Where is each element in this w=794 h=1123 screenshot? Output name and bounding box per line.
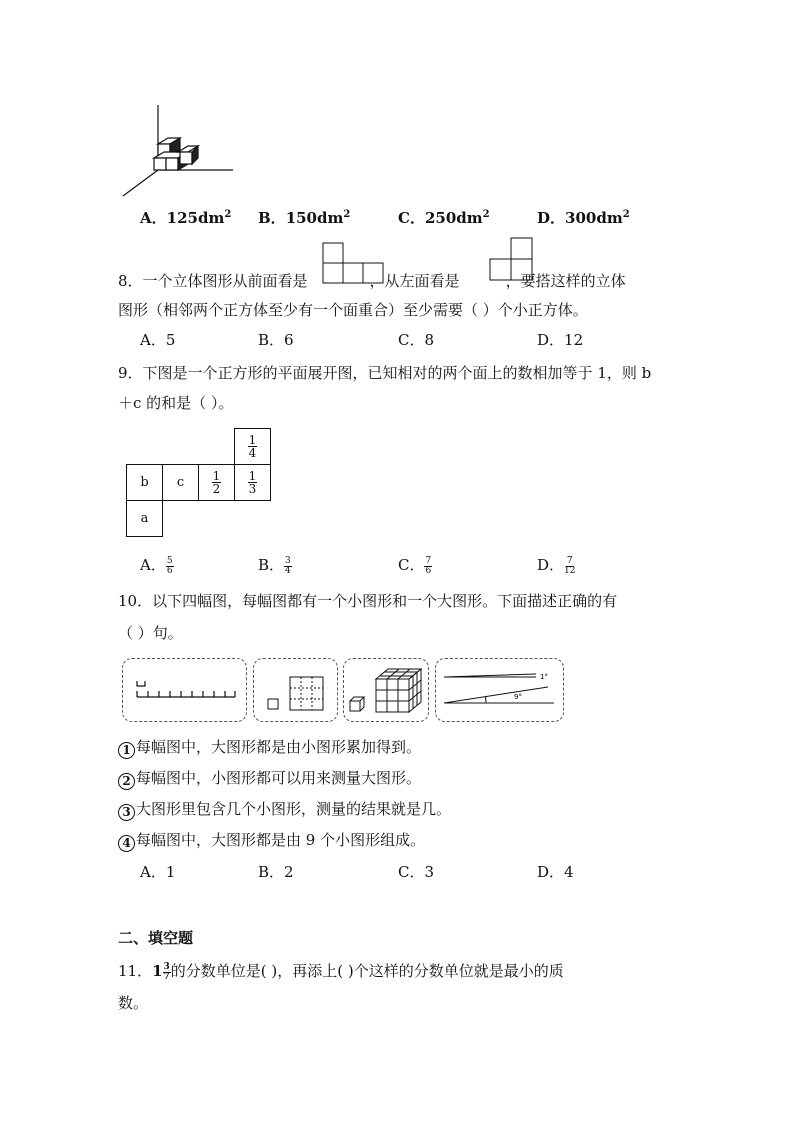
panel-angle <box>435 658 564 722</box>
q7-option-c: C．$250dm^2$ <box>398 209 490 227</box>
q10-statement-3: 3 大图形里包含几个小图形，测量的结果就是几。 <box>118 798 451 821</box>
q10-statement-2: 2 每幅图中，小图形都可以用来测量大图形。 <box>118 767 421 790</box>
panel-area <box>253 658 338 722</box>
angle-label-big: 9° <box>514 693 522 701</box>
q8-option-b: B．6 <box>258 331 294 349</box>
volume-cube-figure <box>344 659 428 721</box>
panel-volume <box>343 658 429 722</box>
q9-option-c: C． $\frac{7}{6}$ <box>398 555 432 576</box>
q11-line1: 11．1 $\frac{3}{7}$ 的分数单位是( )，再添上( )个这样的分数单位就是最小的质 <box>118 961 564 982</box>
angle-label-small: 1° <box>540 673 548 681</box>
q7-option-d: D．$300dm^2$ <box>537 209 630 227</box>
net-face-third: $\frac{1}{3}$ <box>235 465 271 501</box>
q9-option-b: B． $\frac{3}{4}$ <box>258 555 291 576</box>
section-title: 二、填空题 <box>118 929 194 947</box>
q10-statement-4: 4 每幅图中，大图形都是由 9 个小图形组成。 <box>118 829 425 852</box>
net-face-c: c <box>163 465 199 501</box>
left-view-figure <box>489 237 535 283</box>
q10-option-a: A．1 <box>140 863 176 881</box>
area-grid-figure <box>254 659 337 721</box>
net-face-quarter: $\frac{1}{4}$ <box>235 429 271 465</box>
q8-option-d: D．12 <box>537 331 584 349</box>
q10-line1: 10．以下四幅图，每幅图都有一个小图形和一个大图形。下面描述正确的有 <box>118 592 618 610</box>
angle-figure <box>436 659 563 721</box>
q8-option-a: A．5 <box>140 331 176 349</box>
ruler-figure <box>123 659 246 721</box>
q10-option-b: B．2 <box>258 863 294 881</box>
q9-option-d: D． $\frac{7}{12}$ <box>537 555 576 576</box>
q8-line2: 图形（相邻两个正方体至少有一个面重合）至少需要（ ）个小正方体。 <box>118 301 588 319</box>
q11-line2: 数。 <box>118 994 149 1012</box>
net-face-a: a <box>127 501 163 537</box>
q7-option-a: A．$125dm^2$ <box>140 209 232 227</box>
q10-line2: （ ）句。 <box>118 624 183 642</box>
q10-option-c: C．3 <box>398 863 435 881</box>
q8-option-c: C．8 <box>398 331 435 349</box>
panel-length <box>122 658 247 722</box>
q10-option-d: D．4 <box>537 863 574 881</box>
q10-statement-1: 1 每幅图中，大图形都是由小图形累加得到。 <box>118 736 421 759</box>
cube-stack-figure <box>118 100 243 200</box>
q9-option-a: A． $\frac{5}{6}$ <box>140 555 173 576</box>
cube-net-figure <box>126 428 271 537</box>
q9-line2: ＋c 的和是（ ）。 <box>118 394 234 412</box>
front-view-figure <box>322 242 386 286</box>
net-face-b: b <box>127 465 163 501</box>
q9-line1: 9．下图是一个正方形的平面展开图，已知相对的两个面上的数相加等于 1，则 b <box>118 364 652 382</box>
q8-line1: 8．一个立体图形从前面看是 ，从左面看是 ，要搭这样的立体 <box>118 272 626 290</box>
q7-option-b: B．$150dm^2$ <box>258 209 351 227</box>
net-face-half: $\frac{1}{2}$ <box>199 465 235 501</box>
